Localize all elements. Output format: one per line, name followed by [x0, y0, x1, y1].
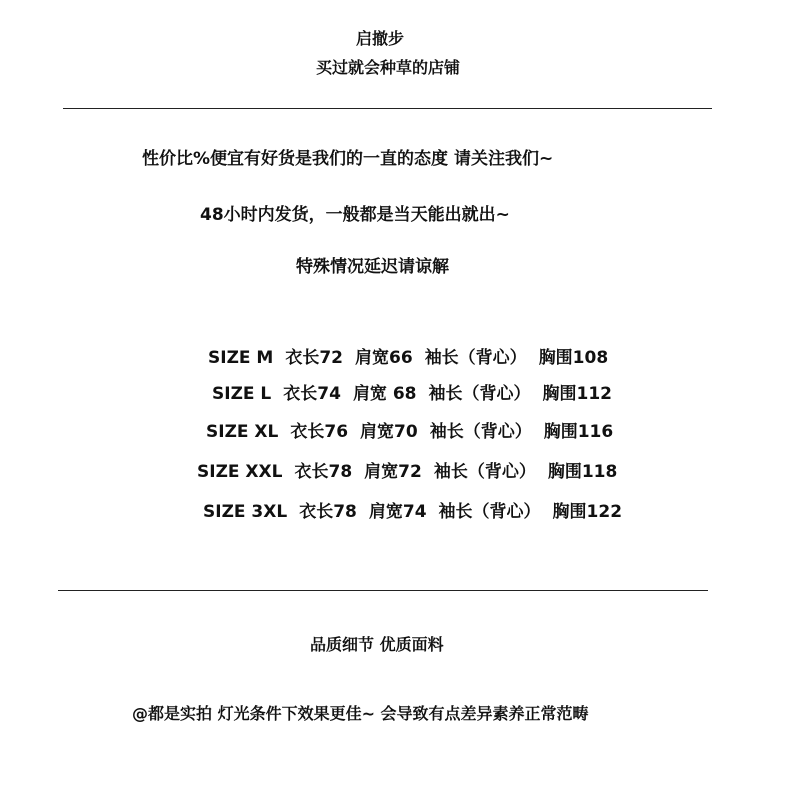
size-label: SIZE 3XL	[203, 502, 288, 522]
size-row	[208, 350, 608, 367]
divider-bottom	[58, 590, 708, 591]
length-value: 衣长72	[285, 348, 344, 368]
divider-top	[63, 108, 712, 109]
chest-value: 胸围112	[542, 384, 613, 404]
size-row	[197, 464, 617, 481]
size-label: SIZE M	[208, 348, 274, 368]
length-value: 衣长78	[294, 462, 353, 482]
size-label: SIZE XL	[206, 422, 279, 442]
sleeve-value: 袖长（背心）	[438, 502, 541, 522]
shoulder-value: 肩宽 68	[352, 384, 417, 404]
intro-line-3: 特殊情况延迟请谅解	[296, 257, 449, 277]
length-value: 衣长76	[290, 422, 349, 442]
sleeve-value: 袖长（背心）	[424, 348, 527, 368]
intro-line-2: 48小时内发货，一般都是当天能出就出~	[200, 205, 510, 225]
chest-value: 胸围122	[552, 502, 623, 522]
intro-line-1: 性价比%便宜有好货是我们的一直的态度 请关注我们~	[142, 149, 554, 169]
size-row	[206, 424, 613, 441]
sleeve-value: 袖长（背心）	[429, 422, 532, 442]
length-value: 衣长78	[299, 502, 357, 522]
shoulder-value: 肩宽66	[355, 348, 413, 368]
shop-slogan: 买过就会种草的店铺	[315, 58, 460, 77]
quality-heading: 品质细节 优质面料	[310, 635, 444, 654]
photo-note: @都是实拍 灯光条件下效果更佳~ 会导致有点差异素养正常范畴	[132, 704, 589, 723]
size-label: SIZE XXL	[197, 462, 283, 482]
chest-value: 胸围118	[547, 462, 618, 482]
shoulder-value: 肩宽72	[364, 462, 422, 482]
shoulder-value: 肩宽70	[360, 422, 418, 442]
brand-name: 启撤步	[355, 29, 404, 48]
size-row	[212, 386, 612, 403]
shoulder-value: 肩宽74	[368, 502, 427, 522]
sleeve-value: 袖长（背心）	[428, 384, 531, 404]
length-value: 衣长74	[283, 384, 341, 404]
size-row	[203, 504, 622, 521]
chest-value: 胸围108	[538, 348, 609, 368]
sleeve-value: 袖长（背心）	[433, 462, 536, 482]
chest-value: 胸围116	[543, 422, 614, 442]
size-label: SIZE L	[212, 384, 272, 404]
